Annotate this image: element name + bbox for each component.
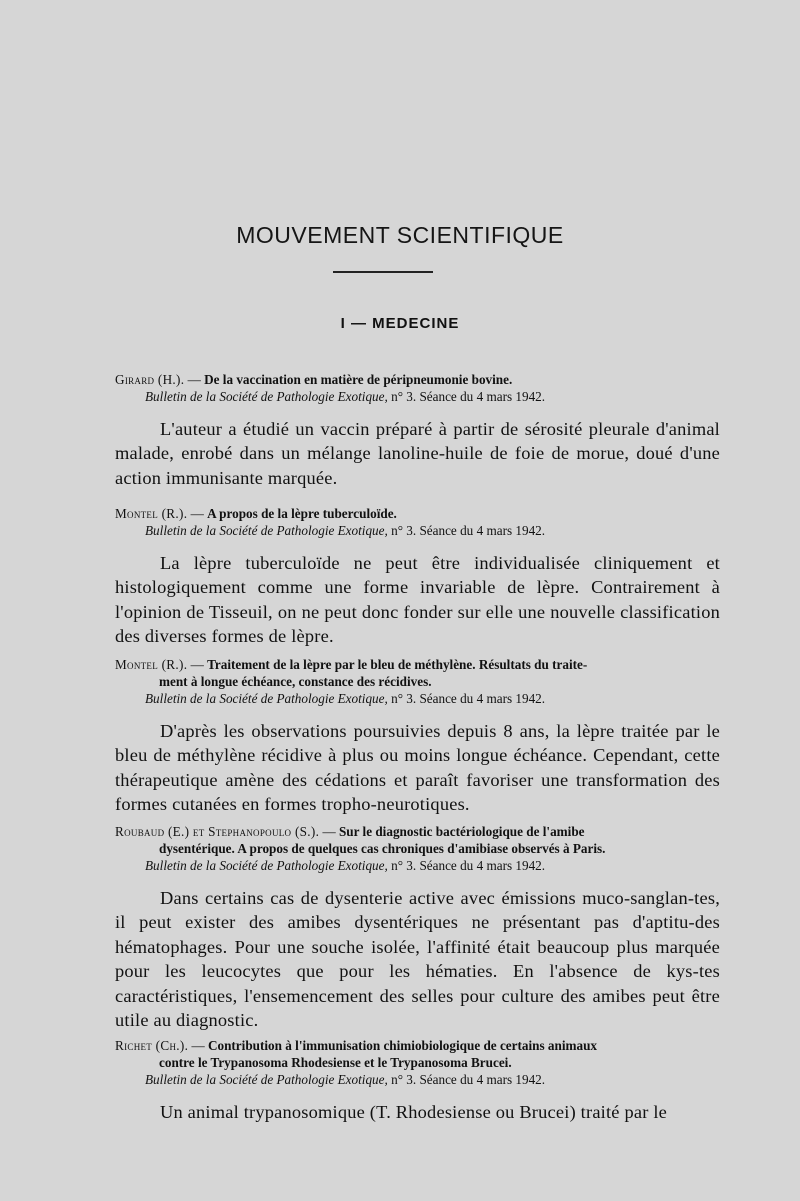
journal-name: Bulletin de la Société de Pathologie Exotique, (145, 389, 388, 404)
entry-author: Montel (R.). (115, 657, 188, 672)
entry-bulletin (115, 1071, 720, 1088)
journal-name: Bulletin de la Société de Pathologie Exotique, (145, 1072, 388, 1087)
entry-abstract: Dans certains cas de dysenterie active avec émissions muco-sanglan-tes, il peut exister des amibes dysentériques ne présentant pas d'aptitu-des hématophages. Pour une souche isolée, l'affinité était beaucoup plus marquée pour les leucocytes que pour les hématies. En l'absence de kys-tes caractéristiques, l'ensemencement des selles pour culture des amibes peut être utile au diagnostic. (115, 888, 720, 1031)
abstract-entry (115, 823, 720, 1032)
journal-issue: n° 3. Séance du 4 mars 1942. (387, 858, 546, 873)
entry-bulletin (115, 857, 720, 874)
journal-name: Bulletin de la Société de Pathologie Exotique, (145, 523, 388, 538)
entry-title-line: ment à longue échéance, constance des récidives. (159, 674, 432, 689)
abstract-entry (115, 1037, 720, 1124)
entry-title-line: Contribution à l'immunisation chimiobiologique de certains animaux (207, 1038, 598, 1053)
entry-dash: — (184, 372, 205, 387)
entry-reference (115, 371, 720, 388)
entry-title-line: A propos de la lèpre tuberculoïde. (207, 506, 397, 521)
abstract-entry (115, 371, 720, 490)
entry-author: Montel (R.). (115, 506, 188, 521)
journal-issue: n° 3. Séance du 4 mars 1942. (387, 1072, 546, 1087)
entry-dash: — (187, 506, 208, 521)
entry-reference (115, 823, 720, 857)
journal-issue: n° 3. Séance du 4 mars 1942. (387, 523, 546, 538)
entry-reference (115, 656, 720, 690)
entry-title-line: dysentérique. A propos de quelques cas chroniques d'amibiase observés à Paris. (159, 841, 606, 856)
entry-title-line: De la vaccination en matière de péripneumonie bovine. (204, 372, 513, 387)
entry-author: Richet (Ch.). (115, 1038, 189, 1053)
entry-bulletin (115, 522, 720, 539)
journal-issue: n° 3. Séance du 4 mars 1942. (387, 389, 546, 404)
journal-issue: n° 3. Séance du 4 mars 1942. (387, 691, 546, 706)
journal-name: Bulletin de la Société de Pathologie Exotique, (145, 691, 388, 706)
entry-title-line: Sur le diagnostic bactériologique de l'amibe (338, 824, 585, 839)
entry-reference (115, 505, 720, 522)
journal-name: Bulletin de la Société de Pathologie Exotique, (145, 858, 388, 873)
abstract-entry (115, 656, 720, 817)
entry-dash: — (319, 824, 339, 839)
entry-bulletin (115, 388, 720, 405)
entry-dash: — (187, 657, 208, 672)
page-title: MOUVEMENT SCIENTIFIQUE (236, 222, 564, 248)
title-rule (333, 271, 433, 273)
entry-dash: — (188, 1038, 208, 1053)
entry-abstract: Un animal trypanosomique (T. Rhodesiense ou Brucei) traité par le (160, 1102, 668, 1122)
entry-author: Girard (H.). (115, 372, 185, 387)
entry-author: Roubaud (E.) et Stephanopoulo (S.). (115, 824, 320, 839)
abstract-entry (115, 505, 720, 649)
entry-title-line: contre le Trypanosoma Rhodesiense et le Trypanosoma Brucei. (159, 1055, 512, 1070)
entry-bulletin (115, 690, 720, 707)
entry-abstract: La lèpre tuberculoïde ne peut être individualisée cliniquement et histologiquement comme une forme invariable de lèpre. Contrairement à l'opinion de Tisseuil, on ne peut donc fonder sur elle une nouvelle classification des diverses formes de lèpre. (115, 553, 720, 647)
entry-abstract: L'auteur a étudié un vaccin préparé à partir de sérosité pleurale d'animal malade, enrobé dans un mélange lanoline-huile de foie de morue, doué d'une action immunisante marquée. (115, 419, 720, 488)
entry-title-line: Traitement de la lèpre par le bleu de méthylène. Résultats du traite- (207, 657, 588, 672)
section-heading: I — MEDECINE (340, 315, 460, 332)
entry-reference (115, 1037, 720, 1071)
entry-abstract: D'après les observations poursuivies depuis 8 ans, la lèpre traitée par le bleu de méthylène récidive à plus ou moins longue échéance. Cependant, cette thérapeutique amène des cédations et paraît favoriser une transformation des formes cutanées en formes tropho-neurotiques. (115, 721, 720, 815)
